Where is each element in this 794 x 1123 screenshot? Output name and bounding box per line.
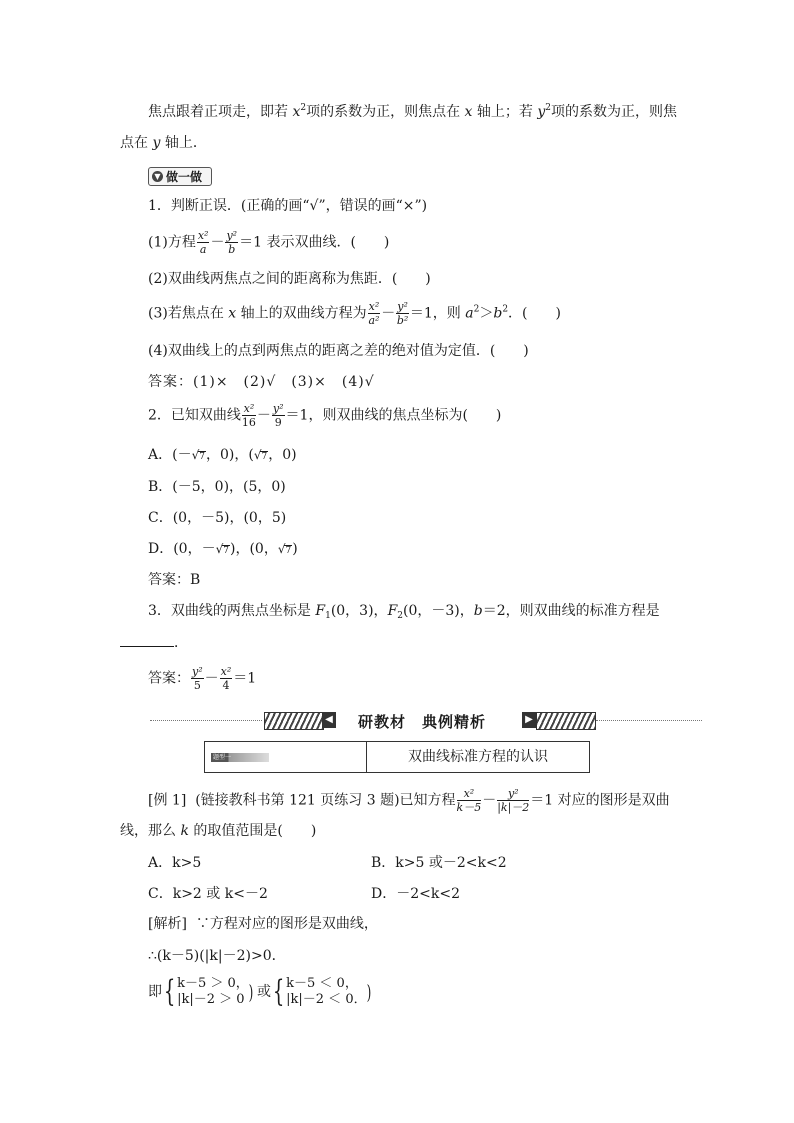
fraction [197,230,210,255]
q2-option-c: C．(0，－5)，(0，5) [148,510,287,526]
example-line-2 [120,824,316,838]
q2-option-b: B．(－5，0)，(5，0) [148,479,286,495]
sup: 2 [300,103,307,113]
numerator [497,788,529,801]
denominator [225,243,238,255]
text: 3．双曲线的两焦点坐标是 [148,603,316,619]
text: (3)若焦点在 [148,305,229,322]
q2-answer: 答案：B [148,572,201,588]
q1-item-2: (2)双曲线两焦点之间的距离称为焦距．( ) [148,271,431,287]
q1-item-4: (4)双曲线上的点到两焦点的距离之差的绝对值为定值．( ) [148,343,529,359]
var-a: a [465,305,474,322]
text: (0，－3)， [403,603,474,619]
stripe-left [264,712,324,730]
text: ) [292,541,298,557]
text: 的取值范围是( ) [188,823,317,839]
var-b: b [473,603,483,619]
text: ，0)，( [205,447,254,463]
analysis-line-3 [148,976,370,1008]
text: D．(0，－ [148,541,216,557]
text: 2．已知双曲线 [148,407,241,424]
denominator: 9 [274,416,282,429]
sqrt-icon: √ [253,448,262,462]
denominator [497,801,529,813]
q3-stem [148,603,660,621]
q3-answer [148,666,256,691]
text: 点在 [120,135,153,151]
text: 轴上；若 [472,104,538,120]
q1-answer: 答案：(1)× (2)√ (3)× (4)√ [148,374,375,390]
arrow-right-icon: ▶ [522,712,536,728]
text: ＞ [479,305,494,322]
q1-stem: 1．判断正误．(正确的画“√”，错误的画“×”) [148,198,428,214]
var-k: k [180,823,189,839]
math: x² [243,402,255,415]
stripe-right [536,712,596,730]
denominator: 4 [222,679,230,692]
text: ． [174,635,188,651]
math: y² [507,787,519,800]
topic-tag: 题型一 [211,753,269,762]
q2-stem [148,403,501,428]
analysis-line-1 [148,917,378,931]
math: b [228,243,236,256]
text: 项的系数为正，则焦 [551,104,678,120]
example-option-c: C．k>2 或 k<－2 [148,886,268,902]
fraction [220,666,233,691]
text: ＝1 [233,670,257,687]
text: 线，那么 [120,823,181,839]
text: (链接教科书第 121 页练习 3 题)已知方程 [195,792,456,809]
topic-box [204,741,590,773]
fraction [191,666,204,691]
eq: |k|－2 ＞ 0 [177,992,245,1007]
right-brace-icon: ) [366,980,371,1004]
numerator [197,230,210,243]
q1-item-1 [148,230,389,255]
badge-label: 做一做 [166,170,203,184]
numerator [368,301,381,314]
dotted-rule-right [596,720,702,721]
text: 答案： [148,670,190,687]
denominator: 16 [241,416,256,429]
radicand: 7 [285,546,292,556]
text: ．( ) [508,305,561,322]
banner-title: 研教材 典例精析 [358,713,487,731]
numerator [225,230,238,243]
denominator: 5 [193,679,201,692]
denominator [368,314,381,326]
sqrt-icon: √ [191,448,200,462]
eq: k－5 ＜ 0， [286,976,358,991]
sqrt-icon: √ [215,542,224,556]
fraction [457,788,482,813]
text: ＝1 对应的图形是双曲 [530,792,670,809]
sqrt-icon: √ [277,542,286,556]
math: k－5 [456,801,482,814]
var-x: x [464,104,473,120]
fraction [368,301,381,326]
text: )，(0， [229,541,278,557]
text: 即 [148,984,162,1000]
minus: － [204,670,219,687]
fraction [497,788,529,813]
right-brace-icon: ) [248,980,254,1004]
text: (0，3)， [330,603,388,619]
radicand: 7 [199,452,205,462]
text: ＝1，则双曲线的焦点坐标为( ) [285,407,502,424]
sup: 2 [545,103,552,113]
section-banner [150,709,702,733]
minus: － [210,234,225,251]
fraction [242,403,256,428]
var-f: F [315,603,326,619]
math: x² [197,229,209,242]
example-label: [例 1] [148,792,187,809]
denominator [396,314,409,326]
answer-blank [120,645,174,647]
q2-option-d [148,542,298,556]
denominator [457,801,482,813]
q2-option-a [148,448,297,462]
var-f: F [387,603,398,619]
var-b: b [493,305,503,322]
example-option-d: D．－2<k<2 [371,886,460,902]
system-2 [286,976,366,1008]
math: x² [463,787,475,800]
math: a [199,243,207,256]
math: y² [192,665,203,678]
sup: 2 [502,304,509,315]
text: ＝1，则 [409,305,466,322]
numerator [242,403,256,416]
topic-tag-cell [205,742,367,772]
text: 或 [257,984,272,1000]
text: 焦点跟着正项走，即若 [148,104,293,120]
pencil-icon: ▼ [152,171,163,182]
numerator [272,403,285,416]
math: |k|－2 [497,801,530,814]
var-y: y [152,135,161,151]
analysis-label: [解析] [148,916,187,932]
sup: 2 [473,304,480,315]
topic-title: 双曲线标准方程的认识 [408,749,548,765]
q1-item-3 [148,301,561,326]
denominator [197,243,210,255]
radicand: 7 [261,452,268,462]
eq: k－5 ＞ 0， [177,976,249,991]
var-y: y [537,104,546,120]
sub: 1 [325,611,331,621]
sub: 2 [397,611,404,621]
eq: |k|－2 ＜ 0． [286,992,367,1007]
left-brace-icon: { [163,974,176,1009]
math: y² [397,300,408,313]
analysis-line-2: ∴(k－5)(|k|－2)>0． [148,948,286,964]
minus: － [381,305,396,322]
math: y² [272,402,284,415]
arrow-left-icon: ◀ [322,712,336,728]
numerator [396,301,409,314]
text: 轴上． [160,135,207,151]
dotted-rule-left [150,720,262,721]
fraction [225,230,238,255]
text: ＝1 表示双曲线．( ) [239,234,390,251]
intro-line-1 [148,105,677,119]
fraction [396,301,409,326]
text: 项的系数为正，则焦点在 [306,104,465,120]
numerator [191,666,204,679]
var-x: x [228,305,237,322]
radicand: 7 [223,546,229,556]
text: ，0) [268,447,297,463]
numerator [457,788,482,801]
practice-badge [148,167,212,186]
numerator [220,666,233,679]
q3-blank-line [120,636,188,650]
var-x: x [292,104,301,120]
text: 轴上的双曲线方程为 [236,305,367,322]
text: ∵方程对应的图形是双曲线， [195,916,378,932]
math: y² [226,229,238,242]
left-brace-icon: { [272,974,285,1009]
text: A．(－ [148,447,192,463]
text: (1)方程 [148,234,196,251]
system-1 [177,976,249,1008]
minus: － [482,792,497,809]
intro-line-2 [120,136,207,150]
example-line-1 [148,788,670,813]
example-option-b: B．k>5 或－2<k<2 [371,855,507,871]
example-option-a: A．k>5 [148,855,202,871]
math: a² [368,314,380,327]
fraction [272,403,285,428]
math: x² [368,300,380,313]
text: ＝2，则双曲线的标准方程是 [482,603,660,619]
math: b² [396,314,409,327]
math: x² [220,665,232,678]
minus: － [256,407,271,424]
